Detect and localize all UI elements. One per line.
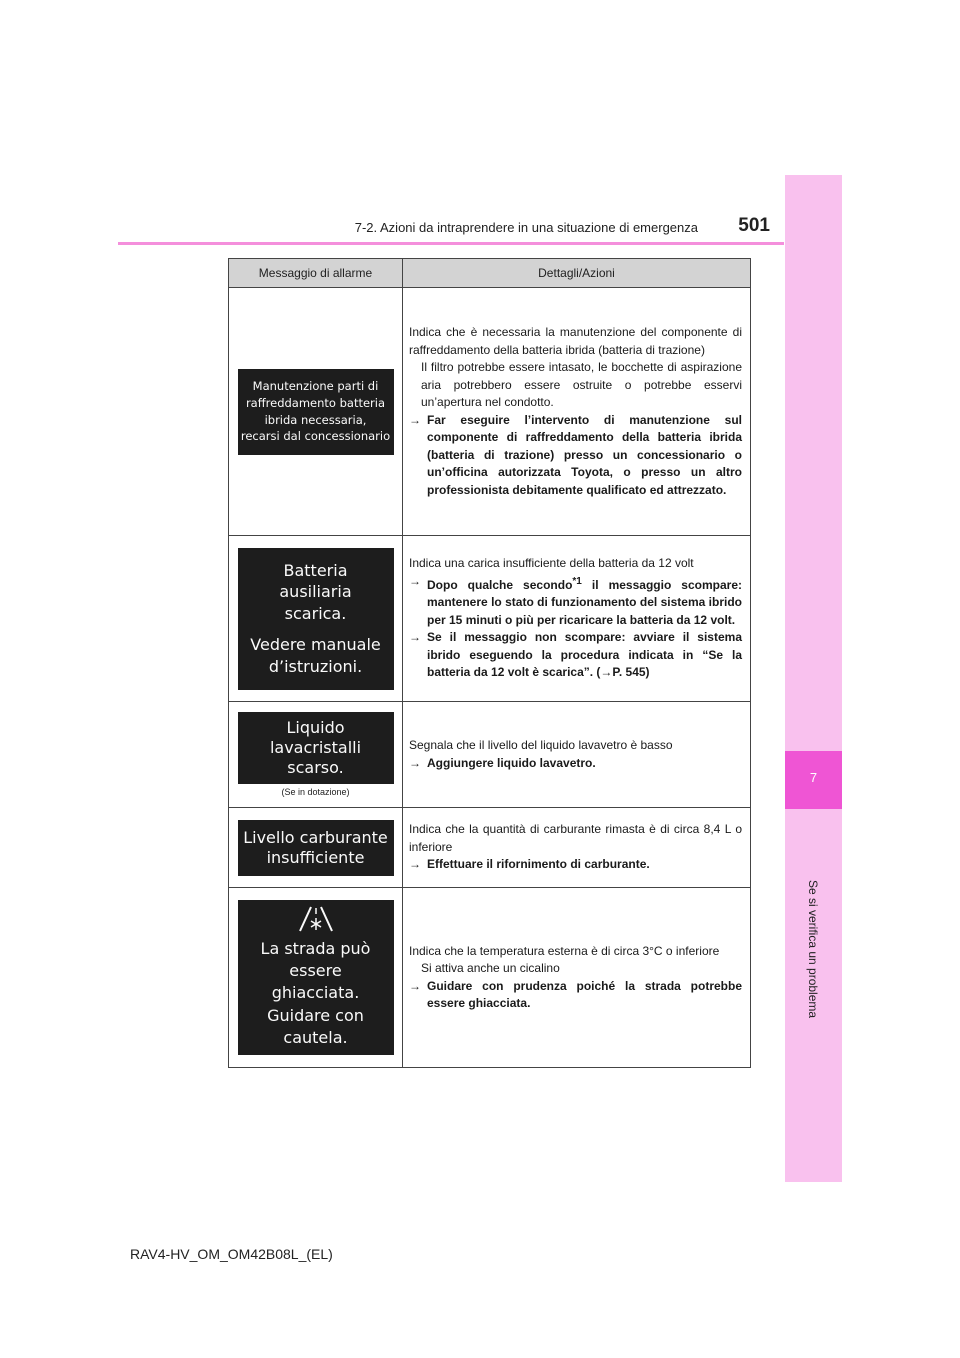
action-item xyxy=(409,978,742,1013)
screen-line: scarso. xyxy=(287,758,344,777)
action-text xyxy=(427,573,742,630)
footnote-marker: *1 xyxy=(572,575,582,587)
road-ice-icon xyxy=(298,906,334,932)
details-cell xyxy=(403,288,751,536)
action-text: Guidare con prudenza poiché la strada potrebbe essere ghiacciata. xyxy=(427,978,742,1010)
action-text: Effettuare il rifornimento di carburante. xyxy=(427,857,650,872)
page-number: 501 xyxy=(738,215,770,236)
display-screen-fuel-low xyxy=(238,820,394,876)
screen-line: d’istruzioni. xyxy=(268,656,363,676)
details-cell xyxy=(403,536,751,702)
screen-line: essere xyxy=(289,961,342,981)
action-item xyxy=(409,755,742,773)
action-item xyxy=(409,629,742,682)
message-cell xyxy=(229,536,403,702)
display-screen-aux-battery xyxy=(238,548,394,690)
table-header-row xyxy=(229,259,751,288)
action-item xyxy=(409,412,742,500)
detail-note: Il filtro potrebbe essere intasato, le bocchette di aspirazione aria potrebbero essere ostruite o potrebbe esservi un’apertura nel condotto. xyxy=(421,360,742,409)
arrow-icon: → xyxy=(409,857,421,872)
screen-line: Guidare con xyxy=(267,1005,364,1025)
screen-line: Liquido xyxy=(286,718,345,737)
screen-line: raffreddamento batteria xyxy=(245,395,386,410)
detail-description: Indica che la temperatura esterna è di circa 3°C o inferiore xyxy=(409,943,720,958)
display-screen-icy-road xyxy=(238,900,394,1055)
screen-line: recarsi dal concessionario xyxy=(240,429,391,444)
detail-note: Si attiva anche un cicalino xyxy=(421,961,560,975)
column-header-message: Messaggio di allarme xyxy=(229,259,403,288)
message-cell xyxy=(229,288,403,536)
details-cell xyxy=(403,702,751,808)
table-row xyxy=(229,702,751,808)
screen-line: Batteria xyxy=(283,560,348,580)
table-row xyxy=(229,888,751,1068)
section-title: 7-2. Azioni da intraprendere in una situazione di emergenza xyxy=(354,220,698,235)
arrow-icon: → xyxy=(409,755,421,770)
arrow-icon: → xyxy=(409,412,421,427)
action-text: Aggiungere liquido lavavetro. xyxy=(427,755,596,770)
document-code: RAV4-HV_OM_OM42B08L_(EL) xyxy=(130,1246,333,1262)
detail-description: Indica una carica insufficiente della batteria da 12 volt xyxy=(409,556,694,571)
table-row xyxy=(229,288,751,536)
warning-messages-table xyxy=(228,258,751,1068)
action-item xyxy=(409,856,742,874)
arrow-icon: → xyxy=(409,630,421,645)
screen-line: cautela. xyxy=(283,1027,348,1047)
details-cell xyxy=(403,808,751,888)
screen-line: Livello carburante xyxy=(243,827,388,847)
screen-line: Vedere manuale xyxy=(250,635,381,655)
detail-description: Segnala che il livello del liquido lavavetro è basso xyxy=(409,738,673,752)
header-rule xyxy=(118,242,784,245)
message-cell xyxy=(229,808,403,888)
action-text-part: il messaggio scompare: mantenere lo stato di funzionamento del sistema ibrido per 15 minuti o più per ricaricare la batteria da 12 volt. xyxy=(427,577,742,627)
chapter-number: 7 xyxy=(809,770,818,785)
action-text: Far eseguire l’intervento di manutenzione sul componente di raffreddamento della batteria ibrida (batteria di trazione) presso un concessionario o un’officina autorizzata Toyota, o presso un altro professionista debitamente qualificato ed attrezzato. xyxy=(427,412,742,497)
screen-line: lavacristalli xyxy=(269,738,362,757)
table-row xyxy=(229,536,751,702)
action-text-part: Dopo qualche secondo xyxy=(427,577,573,592)
screen-line: ausiliaria xyxy=(279,582,352,602)
action-item xyxy=(409,573,742,630)
screen-line: ghiacciata. xyxy=(271,983,360,1003)
detail-description: Indica che è necessaria la manutenzione del componente di raffreddamento della batteria ibrida (batteria di trazione) xyxy=(409,325,742,357)
message-cell xyxy=(229,888,403,1068)
optional-note: (Se in dotazione) xyxy=(281,787,350,797)
screen-line: Manutenzione parti di xyxy=(252,379,379,394)
arrow-icon: → xyxy=(409,573,421,588)
arrow-icon: → xyxy=(409,978,421,993)
message-cell xyxy=(229,702,403,808)
display-screen-battery-cooling xyxy=(238,369,394,455)
table-row xyxy=(229,808,751,888)
chapter-title: Se si verifica un problema xyxy=(806,880,820,1019)
screen-line: insufficiente xyxy=(266,847,365,867)
action-text: Se il messaggio non scompare: avviare il sistema ibrido eseguendo la procedura indicata in “Se la batteria da 12 volt è scarica”. (→P. 545) xyxy=(427,630,742,680)
detail-description: Indica che la quantità di carburante rimasta è di circa 8,4 L o inferiore xyxy=(409,822,742,854)
screen-line: ibrida necessaria, xyxy=(264,412,367,427)
display-screen-washer-fluid xyxy=(238,712,394,784)
details-cell xyxy=(403,888,751,1068)
screen-line: La strada può xyxy=(260,939,371,959)
screen-spacer xyxy=(238,624,394,634)
screen-line: scarica. xyxy=(284,603,347,623)
column-header-details: Dettagli/Azioni xyxy=(403,259,751,288)
